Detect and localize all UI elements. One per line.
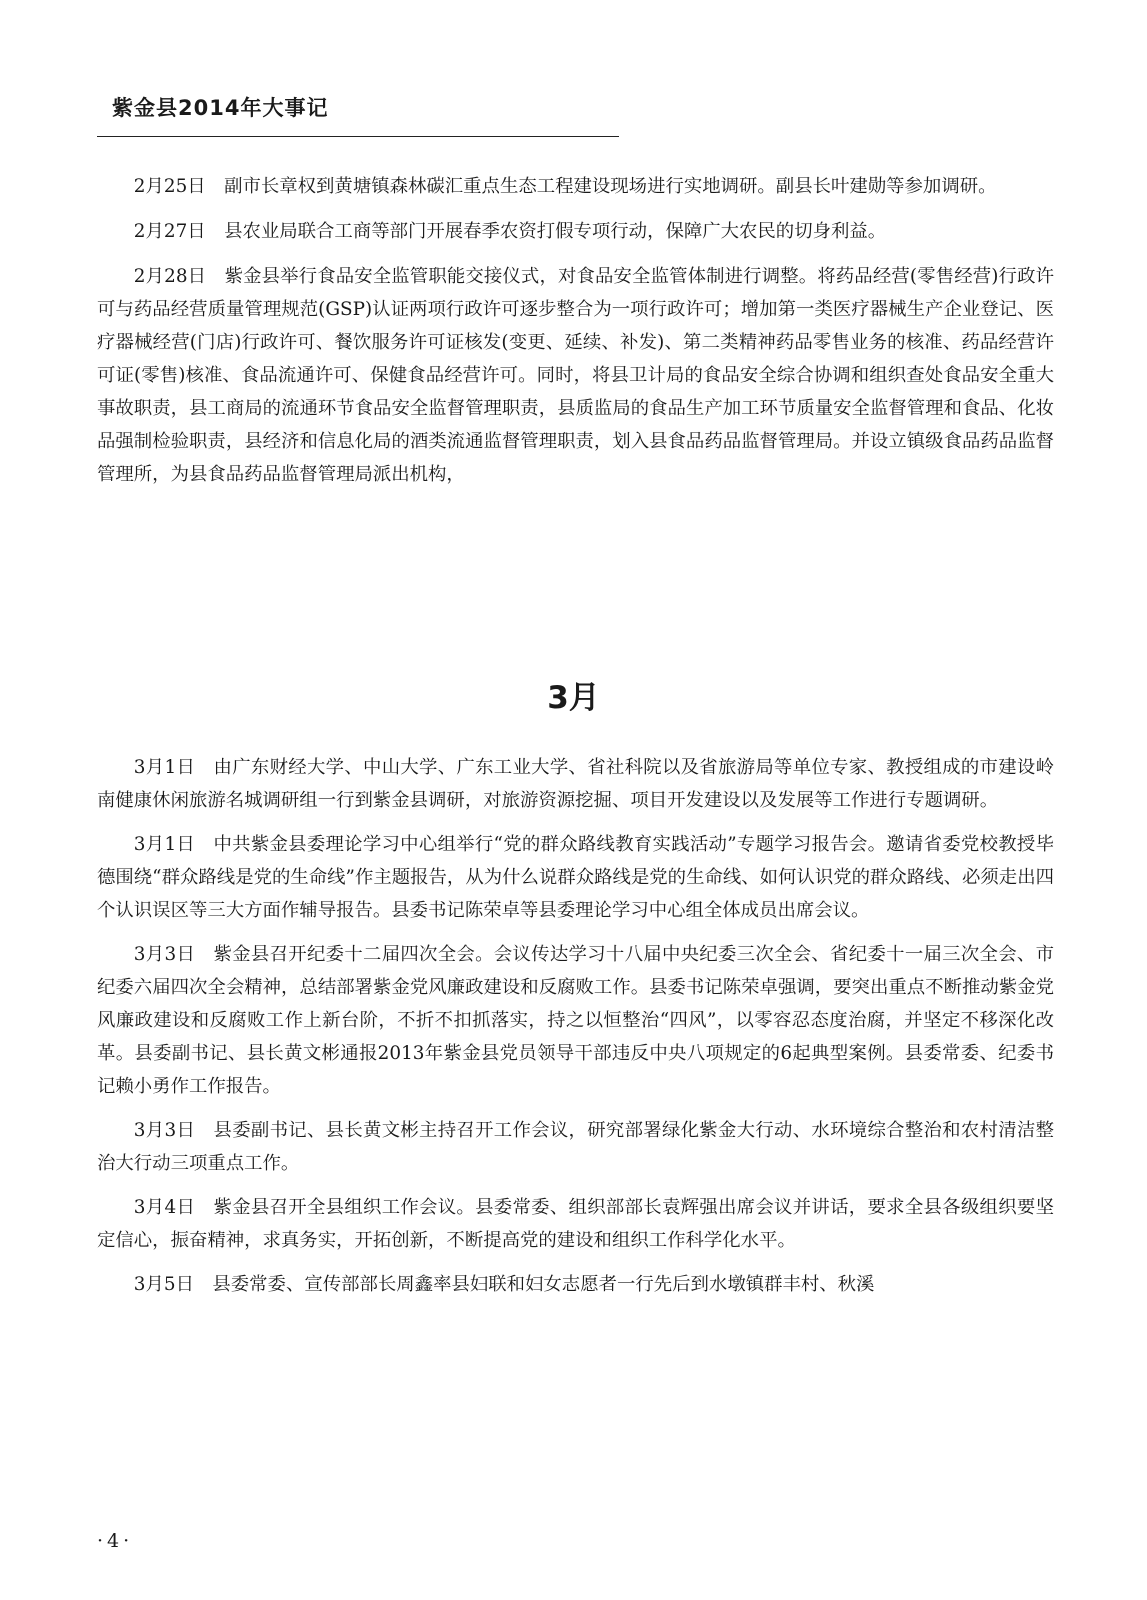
- entry-feb-28: [97, 260, 1054, 491]
- entry-text: 县农业局联合工商等部门开展春季农资打假专项行动，保障广大农民的切身利益。: [224, 221, 887, 242]
- entry-text: 由广东财经大学、中山大学、广东工业大学、省社科院以及省旅游局等单位专家、教授组成的市建设岭南健康休闲旅游名城调研组一行到紫金县调研，对旅游资源挖掘、项目开发建设以及发展等工作进行专题调研。: [97, 757, 1054, 811]
- entry-mar-1a: [97, 751, 1054, 817]
- entry-text: 副市长章权到黄塘镇森林碳汇重点生态工程建设现场进行实地调研。副县长叶建勋等参加调研。: [224, 176, 997, 197]
- entry-date: 3月3日: [133, 944, 196, 965]
- entry-date: 2月27日: [133, 221, 206, 242]
- entry-feb-25: [97, 170, 1054, 203]
- entry-text: 紫金县召开纪委十二届四次全会。会议传达学习十八届中央纪委三次全会、省纪委十一届三次全会、市纪委六届四次全会精神，总结部署紫金党风廉政建设和反腐败工作。县委书记陈荣卓强调，要突出重点不断推动紫金党风廉政建设和反腐败工作上新台阶，不折不扣抓落实，持之以恒整治“四风”，以零容忍态度治腐，并坚定不移深化改革。县委副书记、县长黄文彬通报2013年紫金县党员领导干部违反中央八项规定的6起典型案例。县委常委、纪委书记赖小勇作工作报告。: [97, 944, 1054, 1097]
- entry-text: 紫金县召开全县组织工作会议。县委常委、组织部部长袁辉强出席会议并讲话，要求全县各级组织要坚定信心，振奋精神，求真务实，开拓创新，不断提高党的建设和组织工作科学化水平。: [97, 1197, 1054, 1251]
- entry-text: 紫金县举行食品安全监管职能交接仪式，对食品安全监管体制进行调整。将药品经营(零售经营)行政许可与药品经营质量管理规范(GSP)认证两项行政许可逐步整合为一项行政许可；增加第一类医疗器械生产企业登记、医疗器械经营(门店)行政许可、餐饮服务许可证核发(变更、延续、补发)、第二类精神药品零售业务的核准、药品经营许可证(零售)核准、食品流通许可、保健食品经营许可。同时，将县卫计局的食品安全综合协调和组织查处食品安全重大事故职责，县工商局的流通环节食品安全监督管理职责，县质监局的食品生产加工环节质量安全监督管理和食品、化妆品强制检验职责，县经济和信息化局的酒类流通监督管理职责，划入县食品药品监督管理局。并设立镇级食品药品监督管理所，为县食品药品监督管理局派出机构，: [97, 266, 1054, 485]
- header-rule: [97, 136, 619, 137]
- month-title-march: 3月: [547, 680, 600, 716]
- entry-feb-27: [97, 215, 1054, 248]
- entry-text: 县委常委、宣传部部长周鑫率县妇联和妇女志愿者一行先后到水墩镇群丰村、秋溪: [212, 1274, 875, 1295]
- entry-mar-5: [97, 1268, 1054, 1301]
- entry-mar-3a: [97, 938, 1054, 1103]
- entry-date: 2月25日: [133, 176, 206, 197]
- entry-date: 3月3日: [133, 1120, 196, 1141]
- page-number: ·4·: [97, 1530, 134, 1552]
- entry-mar-1b: [97, 828, 1054, 927]
- entry-date: 3月4日: [133, 1197, 196, 1218]
- running-header: 紫金县2014年大事记: [112, 96, 329, 120]
- entry-mar-4: [97, 1191, 1054, 1257]
- entry-date: 2月28日: [133, 266, 207, 287]
- entry-date: 3月1日: [133, 757, 196, 778]
- entry-date: 3月1日: [133, 834, 196, 855]
- entry-text: 县委副书记、县长黄文彬主持召开工作会议，研究部署绿化紫金大行动、水环境综合整治和农村清洁整治大行动三项重点工作。: [97, 1120, 1054, 1174]
- entry-mar-3b: [97, 1114, 1054, 1180]
- march-section: [97, 751, 1054, 1301]
- entry-text: 中共紫金县委理论学习中心组举行“党的群众路线教育实践活动”专题学习报告会。邀请省委党校教授毕德围绕“群众路线是党的生命线”作主题报告，从为什么说群众路线是党的生命线、如何认识党的群众路线、必须走出四个认识误区等三大方面作辅导报告。县委书记陈荣卓等县委理论学习中心组全体成员出席会议。: [97, 834, 1054, 921]
- february-section: [97, 170, 1054, 491]
- entry-date: 3月5日: [133, 1274, 194, 1295]
